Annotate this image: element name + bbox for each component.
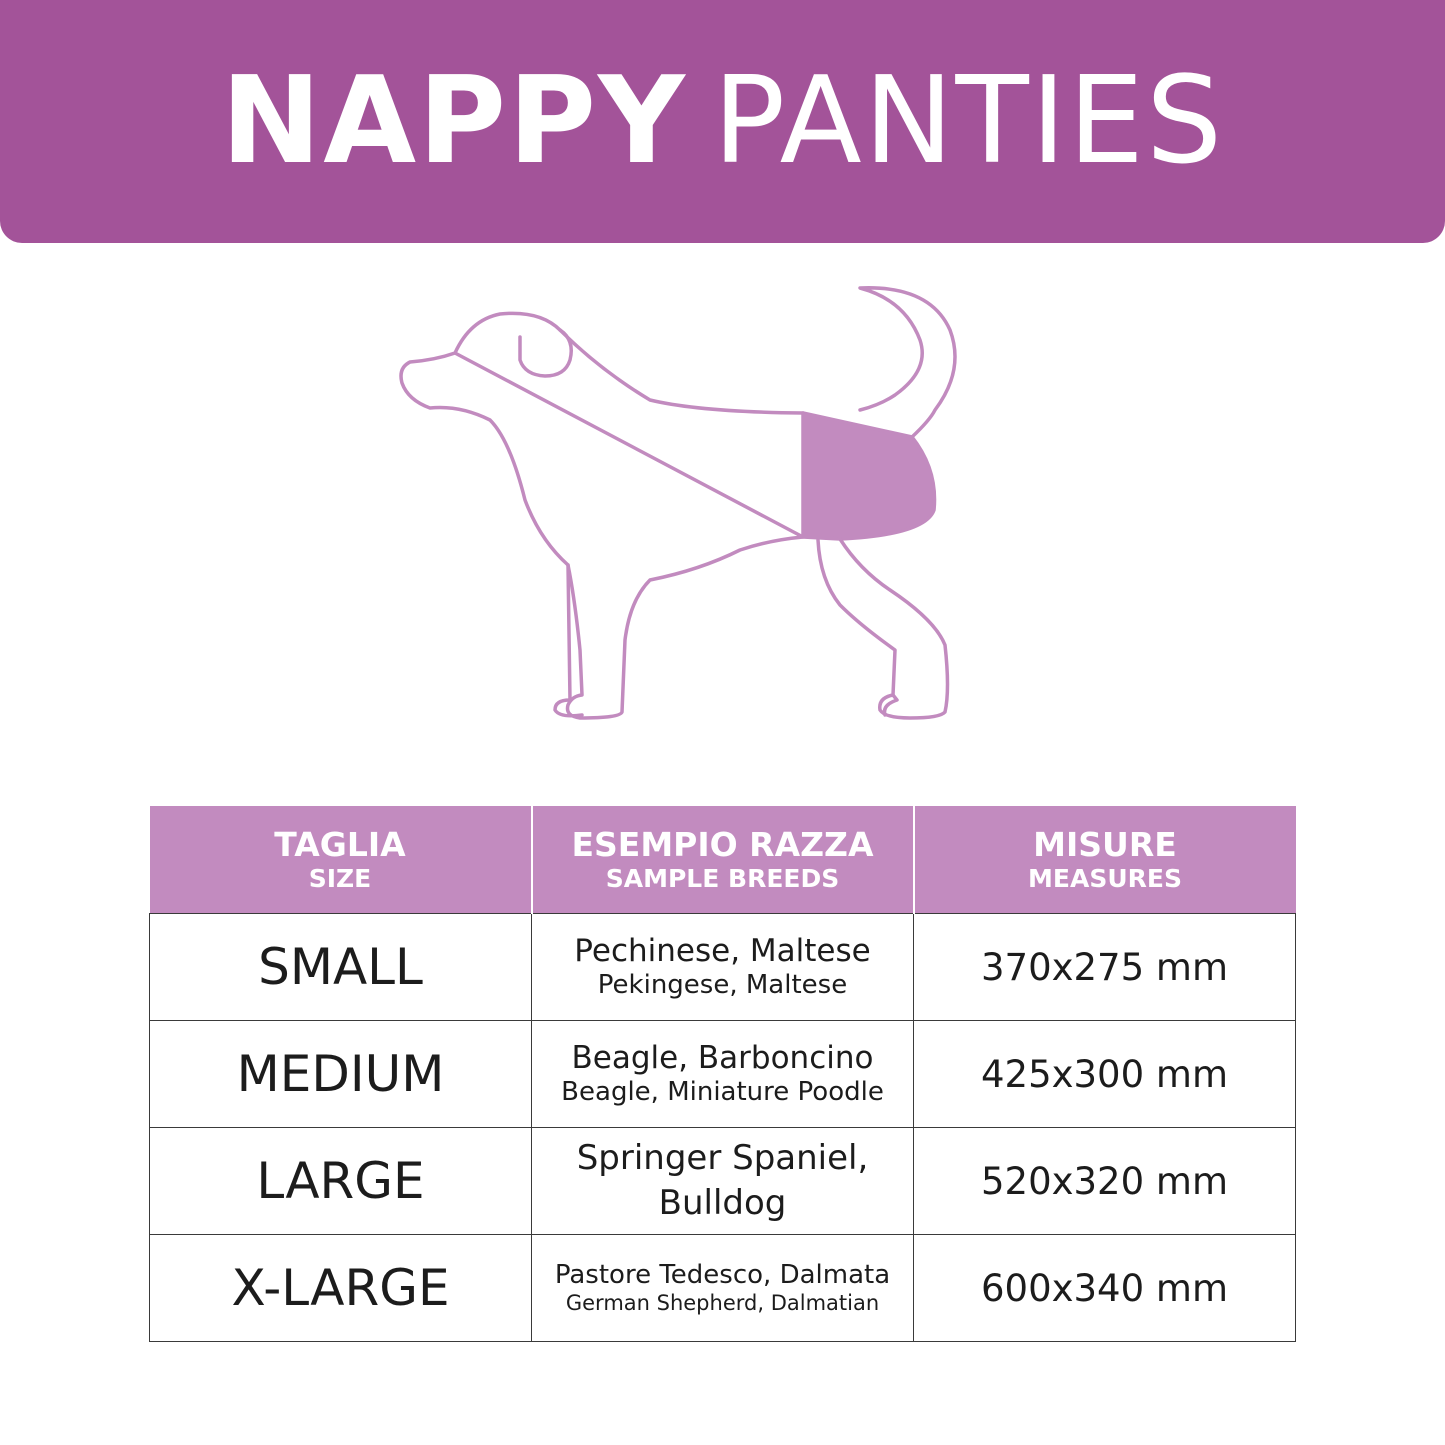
table-header-row bbox=[150, 806, 1296, 914]
breed-english: Beagle, Miniature Poodle bbox=[561, 1077, 884, 1107]
breed-italian: Pastore Tedesco, Dalmata bbox=[554, 1260, 891, 1290]
breed-italian: Beagle, Barboncino bbox=[571, 1040, 874, 1076]
breed-italian: Pechinese, Maltese bbox=[574, 933, 871, 969]
header-measure bbox=[914, 806, 1296, 914]
header-breed bbox=[532, 806, 914, 914]
measure-cell: 370x275 mm bbox=[914, 914, 1296, 1021]
breed-cell bbox=[532, 1021, 914, 1128]
measure-cell: 425x300 mm bbox=[914, 1021, 1296, 1128]
size-cell: MEDIUM bbox=[150, 1021, 532, 1128]
header-size-main: TAGLIA bbox=[274, 824, 406, 864]
breed-text: Springer Spaniel, Bulldog bbox=[576, 1138, 869, 1223]
size-cell: X-LARGE bbox=[150, 1235, 532, 1342]
breed-cell bbox=[532, 914, 914, 1021]
header-size-sub: SIZE bbox=[308, 863, 372, 893]
dog-ear bbox=[520, 330, 571, 376]
table-row bbox=[150, 1021, 1296, 1128]
header-size bbox=[150, 806, 532, 914]
title-banner bbox=[0, 0, 1445, 243]
header-measure-main: MISURE bbox=[1033, 824, 1177, 864]
table-row bbox=[150, 1128, 1296, 1235]
header-breed-main: ESEMPIO RAZZA bbox=[571, 824, 874, 864]
size-cell: LARGE bbox=[150, 1128, 532, 1235]
header-measure-sub: MEASURES bbox=[1028, 863, 1182, 893]
measure-cell: 600x340 mm bbox=[914, 1235, 1296, 1342]
header-breed-sub: SAMPLE BREEDS bbox=[605, 863, 840, 893]
table-row bbox=[150, 1235, 1296, 1342]
size-table bbox=[149, 806, 1296, 1342]
title-light: PANTIES bbox=[712, 51, 1225, 191]
title-bold: NAPPY bbox=[220, 51, 687, 191]
table-row bbox=[150, 914, 1296, 1021]
breed-cell bbox=[532, 1235, 914, 1342]
breed-english: Pekingese, Maltese bbox=[597, 970, 848, 1000]
measure-cell: 520x320 mm bbox=[914, 1128, 1296, 1235]
dog-back-leg bbox=[818, 539, 948, 718]
size-cell: SMALL bbox=[150, 914, 532, 1021]
dog-wearing-nappy-icon bbox=[380, 270, 980, 740]
breed-cell bbox=[532, 1128, 914, 1235]
page-title bbox=[220, 51, 1225, 191]
breed-english: German Shepherd, Dalmatian bbox=[565, 1291, 880, 1315]
